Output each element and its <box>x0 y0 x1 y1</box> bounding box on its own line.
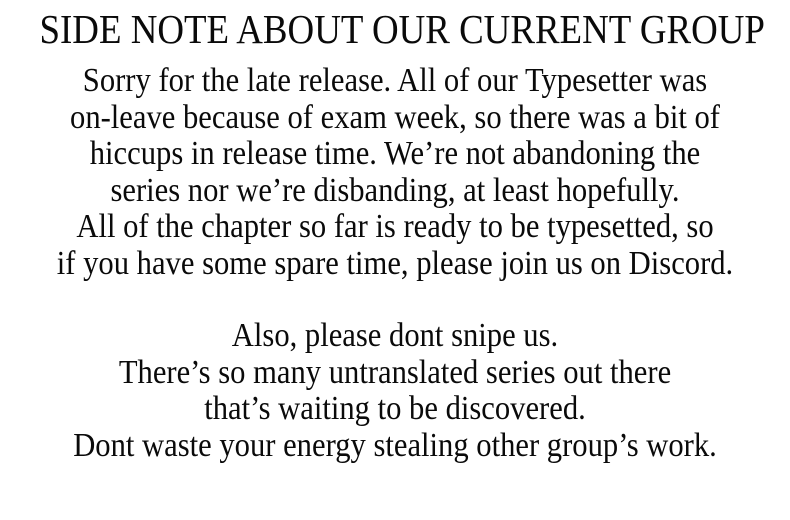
note-line: if you have some spare time, please join us on Discord. <box>56 244 734 282</box>
note-body <box>40 63 751 464</box>
note-line: All of the chapter so far is ready to be typesetted, so <box>76 208 714 245</box>
paragraph-snipe-warning <box>40 318 751 464</box>
note-line: Also, please dont snipe us. <box>231 317 559 354</box>
note-line: Dont waste your energy stealing other group’s work. <box>73 426 717 464</box>
note-line: Sorry for the late release. All of our Typesetter was <box>82 62 708 99</box>
note-line: series nor we’re disbanding, at least hopefully. <box>110 171 680 209</box>
note-line: on-leave because of exam week, so there was a bit of <box>70 98 720 136</box>
page-title: SIDE NOTE ABOUT OUR CURRENT GROUP <box>39 6 765 52</box>
note-line: There’s so many untranslated series out there <box>118 353 672 391</box>
paragraph-release-note <box>40 63 751 282</box>
note-line: hiccups in release time. We’re not abandoning the <box>89 135 701 172</box>
note-content <box>39 0 765 464</box>
note-line: that’s waiting to be discovered. <box>204 390 586 427</box>
